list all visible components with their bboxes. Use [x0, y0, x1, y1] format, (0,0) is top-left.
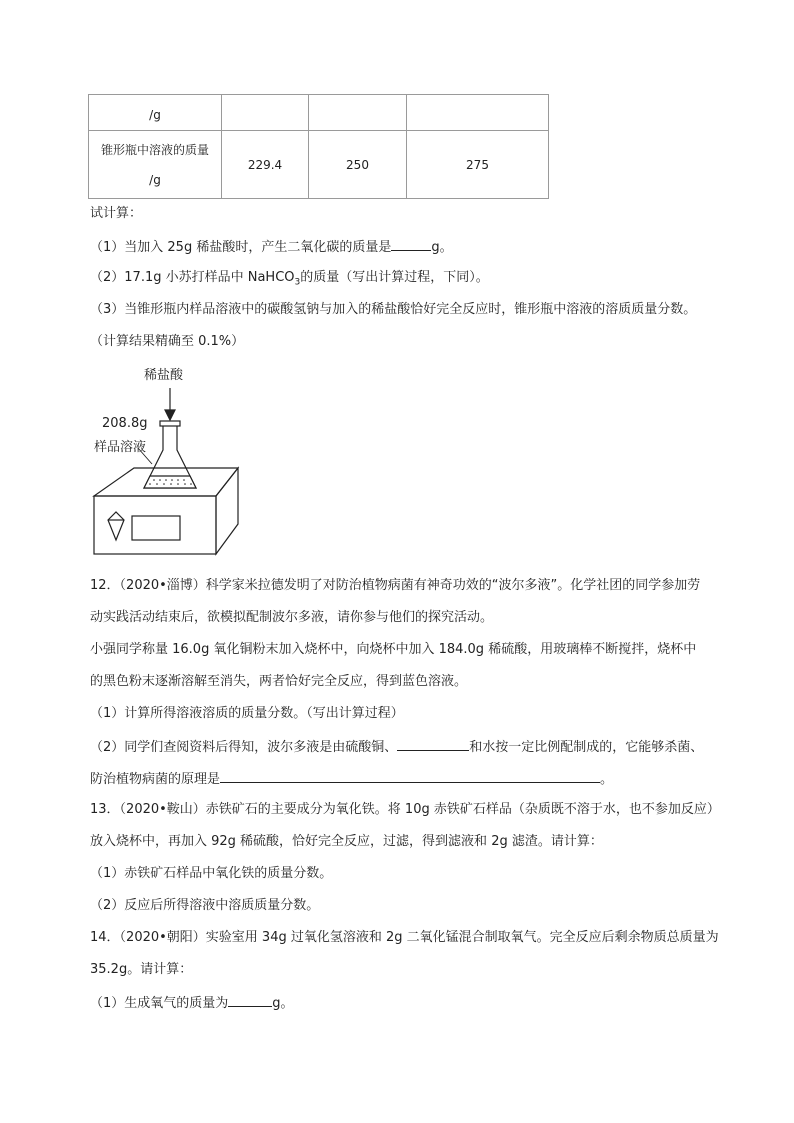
table-cell: 229.4 — [222, 131, 309, 199]
answer-blank[interactable] — [397, 736, 469, 751]
balance-side — [216, 468, 238, 554]
label-leader-line — [138, 448, 152, 464]
q11-part3: （3）当锥形瓶内样品溶液中的碳酸氢钠与加入的稀盐酸恰好完全反应时，锥形瓶中溶液的溶质质量分数。 — [90, 302, 697, 317]
arrow-head — [165, 410, 175, 420]
q12-line2: 动实践活动结束后，欲模拟配制波尔多液，请你参与他们的探究活动。 — [90, 610, 494, 625]
table-cell — [309, 95, 407, 131]
table-cell-label: 锥形瓶中溶液的质量 /g — [89, 131, 222, 199]
q13-line3: （1）赤铁矿石样品中氧化铁的质量分数。 — [90, 866, 333, 881]
answer-blank[interactable] — [228, 992, 272, 1007]
figure-sample-label: 样品溶液 — [94, 440, 147, 455]
q11-note: （计算结果精确至 0.1%） — [90, 334, 245, 349]
q14-line1: 14．（2020•朝阳）实验室用 34g 过氧化氢溶液和 2g 二氧化锰混合制取氧气。完全反应后剩余物质总质量为 — [90, 930, 719, 945]
q13-line4: （2）反应后所得溶液中溶质质量分数。 — [90, 898, 320, 913]
q12-line6: （2）同学们查阅资料后得知，波尔多液是由硫酸铜、 和水按一定比例配制成的，它能够杀菌、 — [90, 736, 703, 758]
q11-intro: 试计算： — [90, 206, 143, 221]
table-cell-label: /g — [89, 95, 222, 131]
q14-line3: （1）生成氧气的质量为 g。 — [90, 992, 294, 1014]
balance-front — [94, 496, 216, 554]
balance-flask-figure — [80, 380, 250, 570]
q14-line2: 35.2g。请计算： — [90, 962, 193, 977]
figure-acid-label: 稀盐酸 — [144, 368, 184, 383]
q11-part2: （2）17.1g 小苏打样品中 NaHCO$_3$的质量（写出计算过程，下同）。 — [90, 270, 489, 288]
table-cell: 250 — [309, 131, 407, 199]
answer-blank[interactable] — [220, 768, 600, 783]
table-cell: 275 — [407, 131, 549, 199]
figure-mass-label: 208.8g — [102, 416, 148, 431]
table-cell — [407, 95, 549, 131]
flask-lip — [160, 421, 180, 426]
answer-blank[interactable] — [391, 236, 431, 251]
q12-line7: 防治植物病菌的原理是 。 — [90, 768, 613, 790]
balance-display — [132, 516, 180, 540]
table-cell — [222, 95, 309, 131]
table-row — [89, 131, 549, 199]
table-row — [89, 95, 549, 131]
data-table — [88, 94, 549, 199]
flask-liquid — [144, 476, 196, 488]
q12-line4: 的黑色粉末逐渐溶解至消失，两者恰好完全反应，得到蓝色溶液。 — [90, 674, 468, 689]
q13-line1: 13．（2020•鞍山）赤铁矿石的主要成分为氧化铁。将 10g 赤铁矿石样品（杂质既不溶于水，也不参加反应） — [90, 802, 720, 817]
q11-part1: （1）当加入 25g 稀盐酸时，产生二氧化碳的质量是 g。 — [90, 236, 453, 258]
balance-knob — [108, 512, 124, 540]
q12-line5: （1）计算所得溶液溶质的质量分数。（写出计算过程） — [90, 706, 404, 721]
q13-line2: 放入烧杯中，再加入 92g 稀硫酸，恰好完全反应，过滤，得到滤液和 2g 滤渣。请计算： — [90, 834, 603, 849]
q12-line3: 小强同学称量 16.0g 氧化铜粉末加入烧杯中，向烧杯中加入 184.0g 稀硫酸，用玻璃棒不断搅拌，烧杯中 — [90, 642, 697, 657]
q12-line1: 12．（2020•淄博）科学家米拉德发明了对防治植物病菌有神奇功效的“波尔多液”。化学社团的同学参加劳 — [90, 578, 701, 593]
